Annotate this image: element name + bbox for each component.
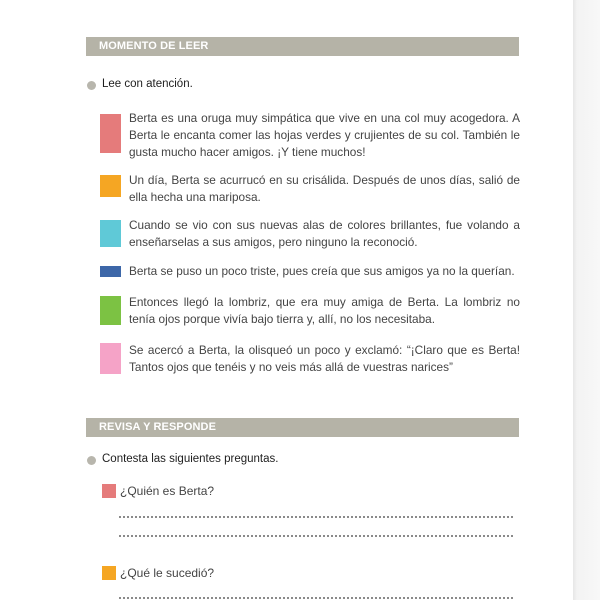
answer-line[interactable]	[119, 535, 513, 537]
question-text: ¿Quién es Berta?	[120, 484, 215, 498]
paragraph-text: Se acercó a Berta, la olisqueó un poco y exclamó: “¡Claro que es Berta! Tantos ojos que tenéis y no veis más allá de vuestras narices”	[129, 343, 520, 374]
paragraph-text: Un día, Berta se acurrucó en su crisálida. Después de unos días, salió de ella hecha una mariposa.	[129, 173, 520, 204]
question-text: ¿Qué le sucedió?	[120, 566, 215, 580]
section-title: MOMENTO DE LEER	[99, 40, 209, 52]
color-square-green	[100, 296, 121, 325]
paragraph-text: Entonces llegó la lombriz, que era muy amiga de Berta. La lombriz no tenía ojos porque vivía bajo tierra y, allí, no los necesitaba.	[129, 295, 520, 326]
page-edge-shadow	[573, 0, 600, 600]
paragraph-text: Berta es una oruga muy simpática que vive en una col muy acogedora. A Berta le encanta comer las hojas verdes y crujientes de su col. También le gusta mucho hacer amigos. ¡Y tiene muchos!	[129, 111, 520, 159]
color-square-red	[102, 484, 116, 498]
answer-line[interactable]	[119, 516, 513, 518]
instruction-revisa: Contesta las siguientes preguntas.	[102, 453, 279, 465]
color-square-pink	[100, 343, 121, 374]
color-square-orange	[102, 566, 116, 580]
paragraph-text: Cuando se vio con sus nuevas alas de colores brillantes, fue volando a enseñarselas a sus amigos, pero ninguno la reconoció.	[129, 218, 520, 249]
bullet-icon	[87, 456, 96, 465]
bullet-icon	[87, 81, 96, 90]
section-header-momento-de-leer	[86, 37, 519, 56]
color-square-orange	[100, 175, 121, 197]
color-square-red	[100, 114, 121, 153]
color-square-blue	[100, 266, 121, 277]
paragraph-text: Berta se puso un poco triste, pues creía que sus amigos ya no la querían.	[129, 264, 515, 278]
section-header-revisa-y-responde	[86, 418, 519, 437]
color-square-cyan	[100, 220, 121, 247]
answer-line[interactable]	[119, 597, 513, 599]
section-title: REVISA Y RESPONDE	[99, 421, 217, 433]
instruction-leer: Lee con atención.	[102, 78, 193, 90]
